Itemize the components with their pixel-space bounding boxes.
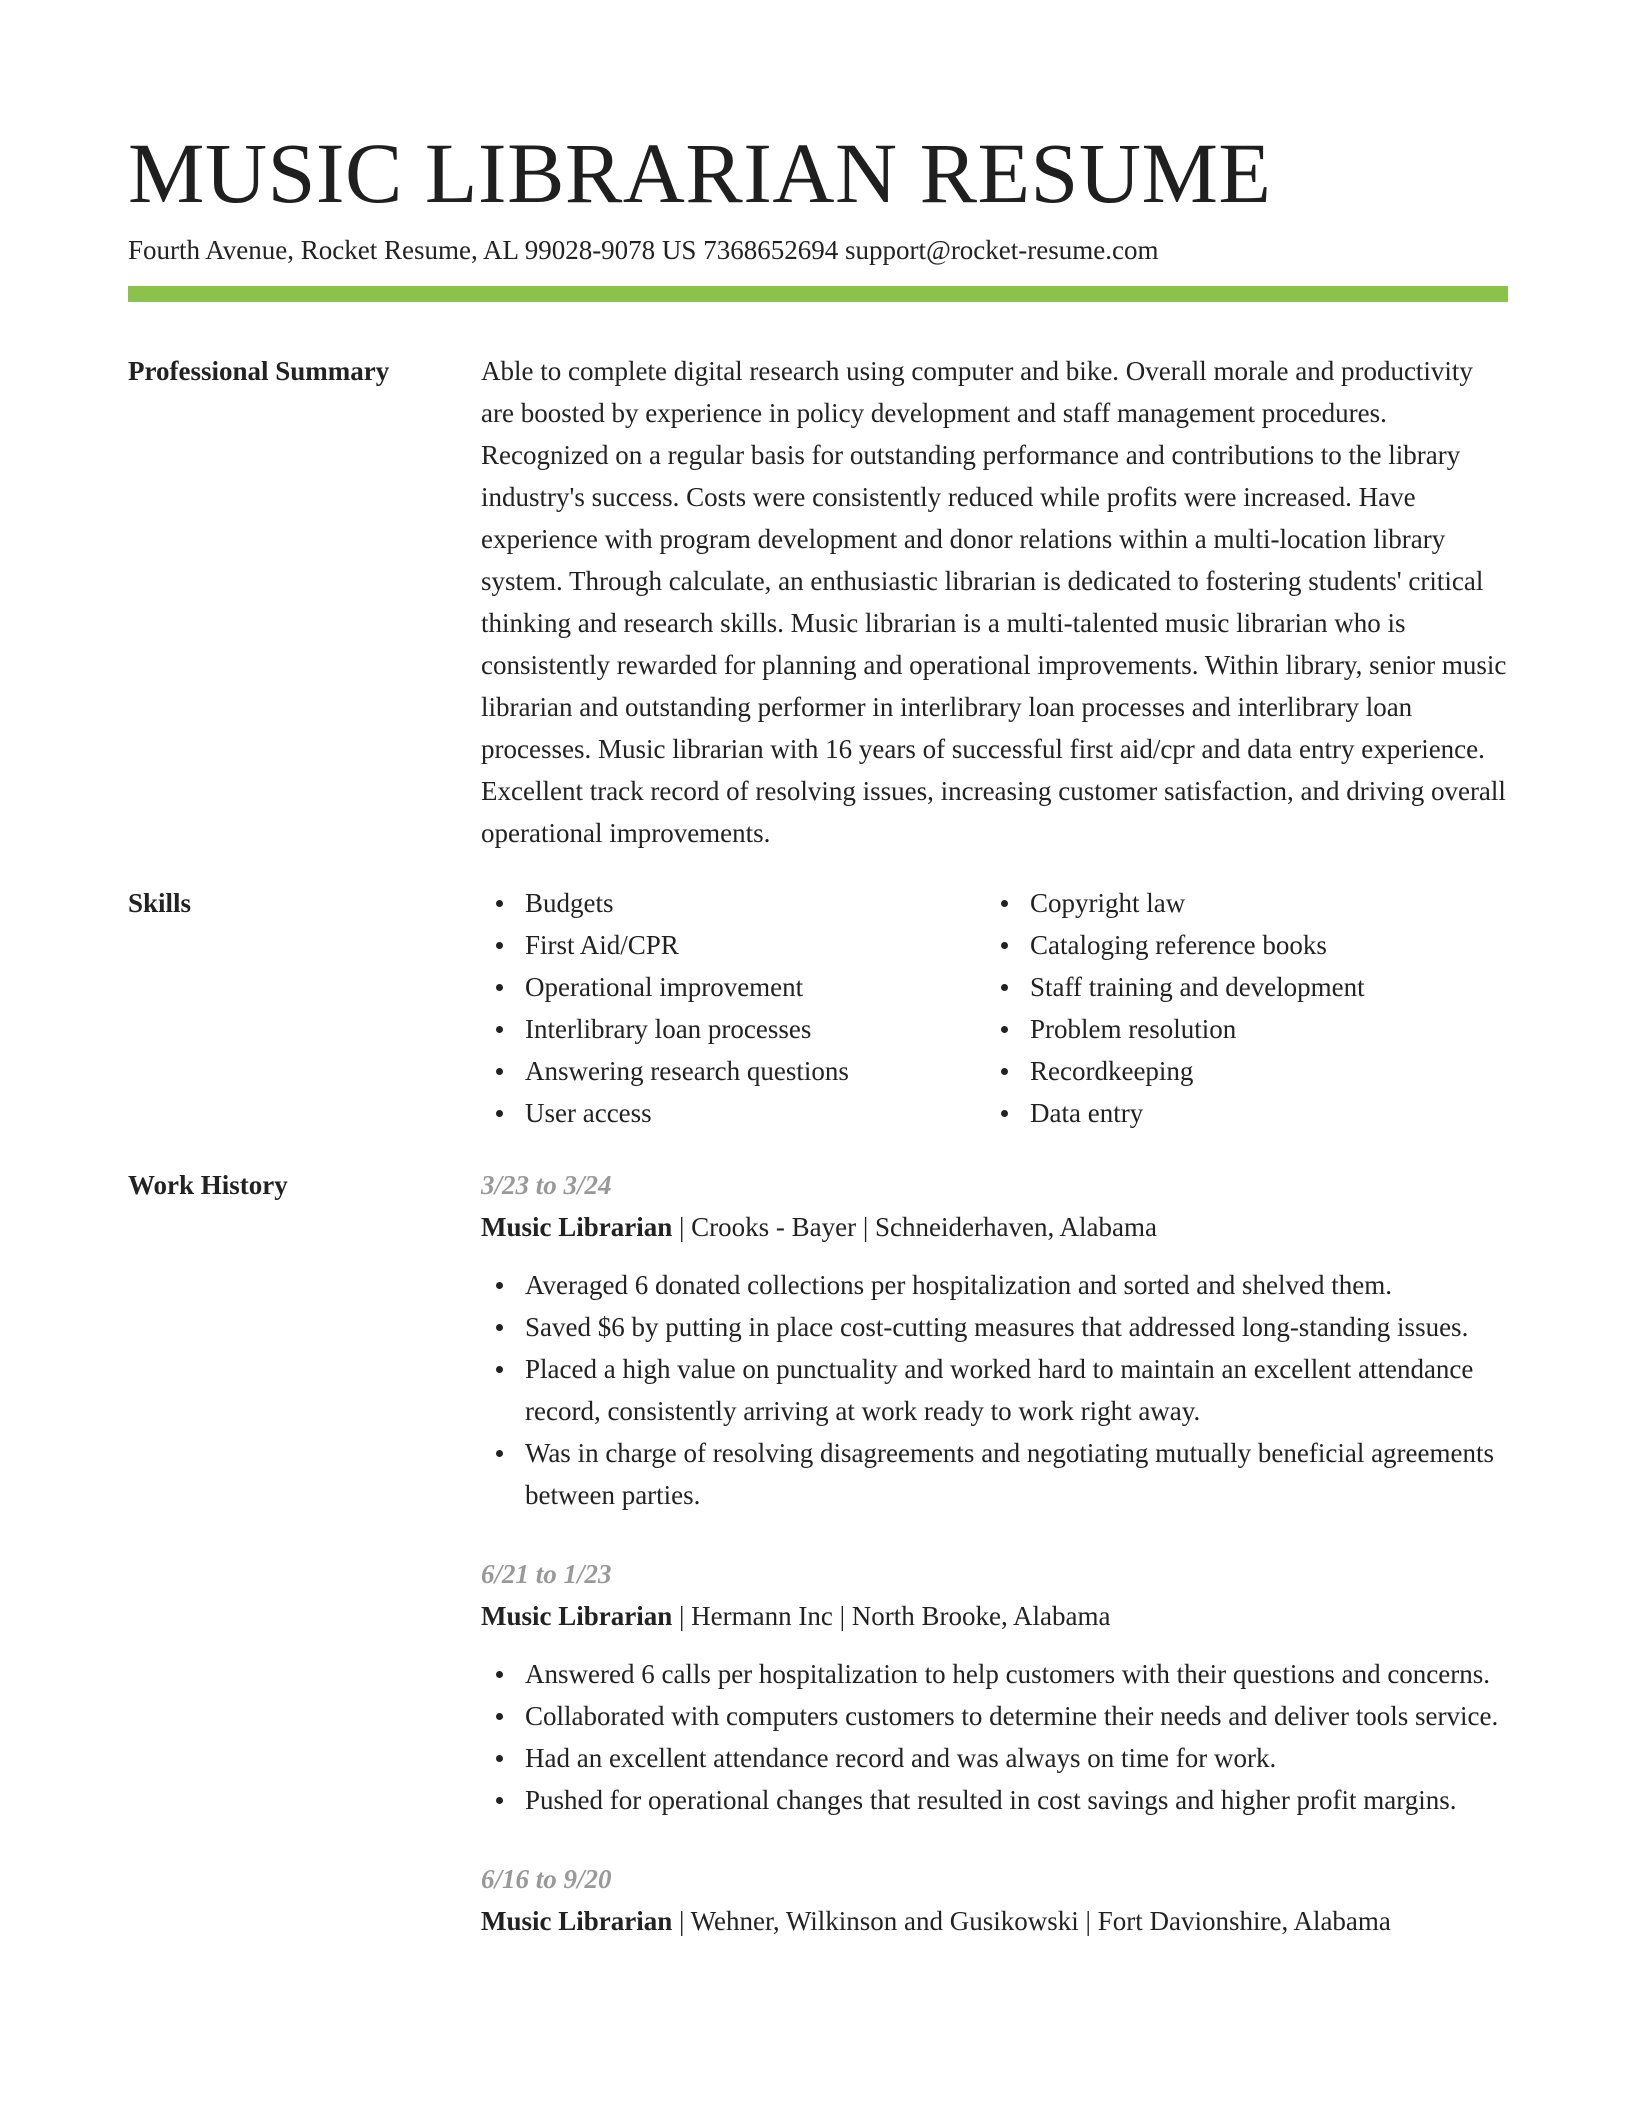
- job-dates: 6/21 to 1/23: [481, 1559, 612, 1589]
- job-heading: [481, 1206, 1511, 1248]
- job-dates: 3/23 to 3/24: [481, 1170, 612, 1200]
- duty-item: Pushed for operational changes that resulted in cost savings and higher profit margins.: [481, 1779, 1511, 1821]
- duty-item: Saved $6 by putting in place cost-cutting measures that addressed long-standing issues.: [481, 1306, 1511, 1348]
- job-entry: [481, 1858, 1511, 1942]
- resume-title: MUSIC LIBRARIAN RESUME: [128, 125, 1272, 221]
- job-heading: [481, 1900, 1511, 1942]
- duty-item: Was in charge of resolving disagreements and negotiating mutually beneficial agreements between parties.: [481, 1432, 1511, 1516]
- skill-item: First Aid/CPR: [481, 924, 986, 966]
- summary-label: Professional Summary: [128, 356, 390, 386]
- skill-item: Copyright law: [986, 882, 1491, 924]
- work-history-label: Work History: [128, 1170, 288, 1200]
- skills-section: [481, 882, 1511, 1134]
- job-duties: [481, 1264, 1511, 1516]
- job-role: Music Librarian: [481, 1906, 673, 1936]
- job-details: | Crooks - Bayer | Schneiderhaven, Alabama: [672, 1212, 1157, 1242]
- duty-item: Placed a high value on punctuality and worked hard to maintain an excellent attendance record, consistently arriving at work ready to work right away.: [481, 1348, 1511, 1432]
- skill-item: Staff training and development: [986, 966, 1491, 1008]
- contact-line: Fourth Avenue, Rocket Resume, AL 99028-9078 US 7368652694 support@rocket-resume.com: [128, 235, 1159, 265]
- job-role: Music Librarian: [481, 1601, 673, 1631]
- skill-item: Problem resolution: [986, 1008, 1491, 1050]
- job-heading: [481, 1595, 1511, 1637]
- skill-item: Interlibrary loan processes: [481, 1008, 986, 1050]
- summary-text: Able to complete digital research using computer and bike. Overall morale and productivity are boosted by experience in policy development and staff management procedures. Recognized on a regular basis for outstanding performance and contributions to the library industry's success. Costs were consistently reduced while profits were increased. Have experience with program development and donor relations within a multi-location library system. Through calculate, an enthusiastic librarian is dedicated to fostering students' critical thinking and research skills. Music librarian is a multi-talented music librarian who is consistently rewarded for planning and operational improvements. Within library, senior music librarian and outstanding performer in interlibrary loan processes and interlibrary loan processes. Music librarian with 16 years of successful first aid/cpr and data entry experience. Excellent track record of resolving issues, increasing customer satisfaction, and driving overall operational improvements.: [481, 356, 1507, 848]
- summary-section: [481, 350, 1511, 854]
- skill-item: Answering research questions: [481, 1050, 986, 1092]
- skill-item: Operational improvement: [481, 966, 986, 1008]
- duty-item: Averaged 6 donated collections per hospitalization and sorted and shelved them.: [481, 1264, 1511, 1306]
- job-dates: 6/16 to 9/20: [481, 1864, 612, 1894]
- job-role: Music Librarian: [481, 1212, 673, 1242]
- skill-item: Recordkeeping: [986, 1050, 1491, 1092]
- job-entry: [481, 1553, 1511, 1821]
- skills-list-right: [986, 882, 1491, 1134]
- skill-item: Cataloging reference books: [986, 924, 1491, 966]
- skill-item: Budgets: [481, 882, 986, 924]
- skills-label: Skills: [128, 888, 192, 918]
- skill-item: User access: [481, 1092, 986, 1134]
- skills-list-left: [481, 882, 986, 1134]
- duty-item: Answered 6 calls per hospitalization to help customers with their questions and concerns.: [481, 1653, 1511, 1695]
- duty-item: Had an excellent attendance record and was always on time for work.: [481, 1737, 1511, 1779]
- job-details: | Wehner, Wilkinson and Gusikowski | Fort Davionshire, Alabama: [672, 1906, 1391, 1936]
- job-entry: [481, 1164, 1511, 1516]
- job-details: | Hermann Inc | North Brooke, Alabama: [672, 1601, 1111, 1631]
- job-duties: [481, 1653, 1511, 1821]
- work-history-section: [481, 1164, 1511, 1979]
- accent-divider: [128, 286, 1508, 302]
- duty-item: Collaborated with computers customers to determine their needs and deliver tools service.: [481, 1695, 1511, 1737]
- skill-item: Data entry: [986, 1092, 1491, 1134]
